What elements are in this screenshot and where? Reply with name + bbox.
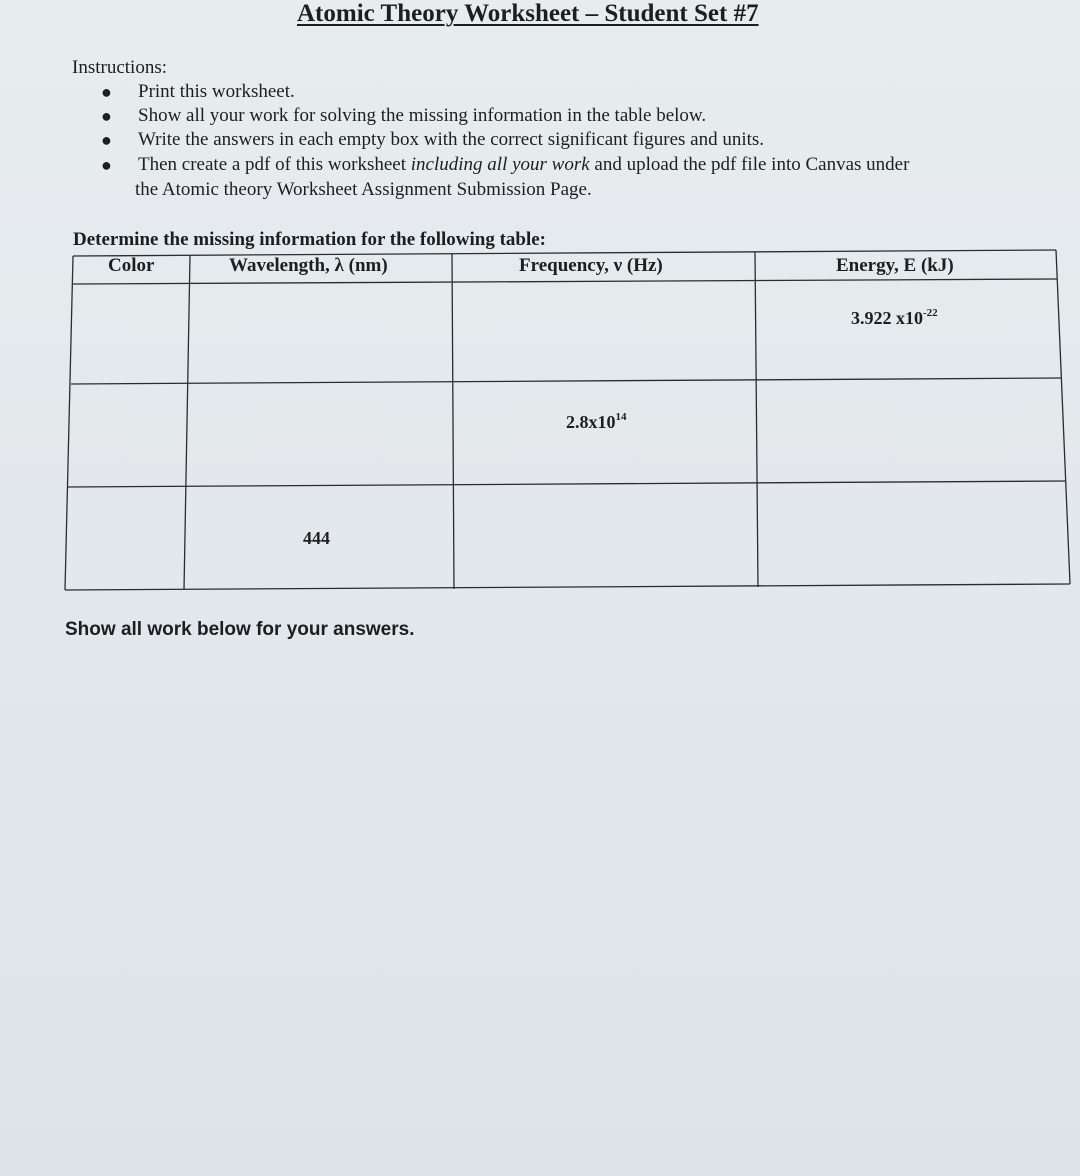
- worksheet-title: Atomic Theory Worksheet – Student Set #7: [297, 0, 759, 27]
- table-line: [452, 254, 454, 589]
- frequency-mantissa: 2.8x10: [566, 412, 616, 432]
- answer-cell-color-row2[interactable]: [72, 388, 184, 484]
- bullet-icon: ●: [101, 130, 112, 150]
- bullet-icon: ●: [101, 106, 112, 126]
- answer-cell-frequency-row1[interactable]: [455, 284, 753, 380]
- answer-cell-energy-row3[interactable]: [762, 487, 1064, 581]
- instruction-text-part: Then create a pdf of this worksheet: [138, 154, 411, 175]
- answer-cell-energy-row2[interactable]: [760, 384, 1060, 478]
- column-header-frequency: Frequency, ν (Hz): [519, 255, 663, 276]
- bullet-icon: ●: [101, 82, 112, 102]
- energy-mantissa: 3.922 x10: [851, 308, 923, 328]
- answer-cell-color-row3[interactable]: [69, 491, 182, 587]
- instruction-text: Print this worksheet.: [138, 81, 295, 102]
- column-header-energy: Energy, E (kJ): [836, 255, 954, 276]
- answer-cell-wavelength-row1[interactable]: [192, 286, 450, 382]
- instruction-text: Write the answers in each empty box with the correct significant figures and units.: [138, 129, 765, 150]
- energy-exponent: -22: [923, 307, 938, 319]
- table-line: [755, 252, 758, 587]
- instruction-text: [138, 153, 909, 177]
- instruction-emphasis: including all your work: [410, 154, 590, 175]
- frequency-value-row2: [566, 411, 627, 433]
- bullet-icon: ●: [101, 155, 112, 175]
- instruction-text: the Atomic theory Worksheet Assignment Submission Page.: [135, 179, 592, 200]
- instructions-label: Instructions:: [72, 57, 167, 78]
- show-work-note: Show all work below for your answers.: [65, 619, 415, 640]
- wavelength-value-row3: 444: [303, 528, 330, 548]
- column-header-wavelength: Wavelength, λ (nm): [229, 255, 388, 276]
- frequency-exponent: 14: [615, 411, 627, 423]
- column-header-color: Color: [108, 255, 155, 276]
- energy-value-row1: [851, 307, 938, 329]
- instruction-text-part: and upload the pdf file into Canvas under: [589, 154, 910, 175]
- answer-cell-frequency-row3[interactable]: [457, 489, 755, 585]
- instruction-text: Show all your work for solving the missing information in the table below.: [138, 105, 707, 126]
- answer-cell-color-row1[interactable]: [75, 286, 188, 382]
- table-heading: Determine the missing information for the following table:: [73, 229, 547, 250]
- answer-cell-wavelength-row2[interactable]: [190, 388, 450, 484]
